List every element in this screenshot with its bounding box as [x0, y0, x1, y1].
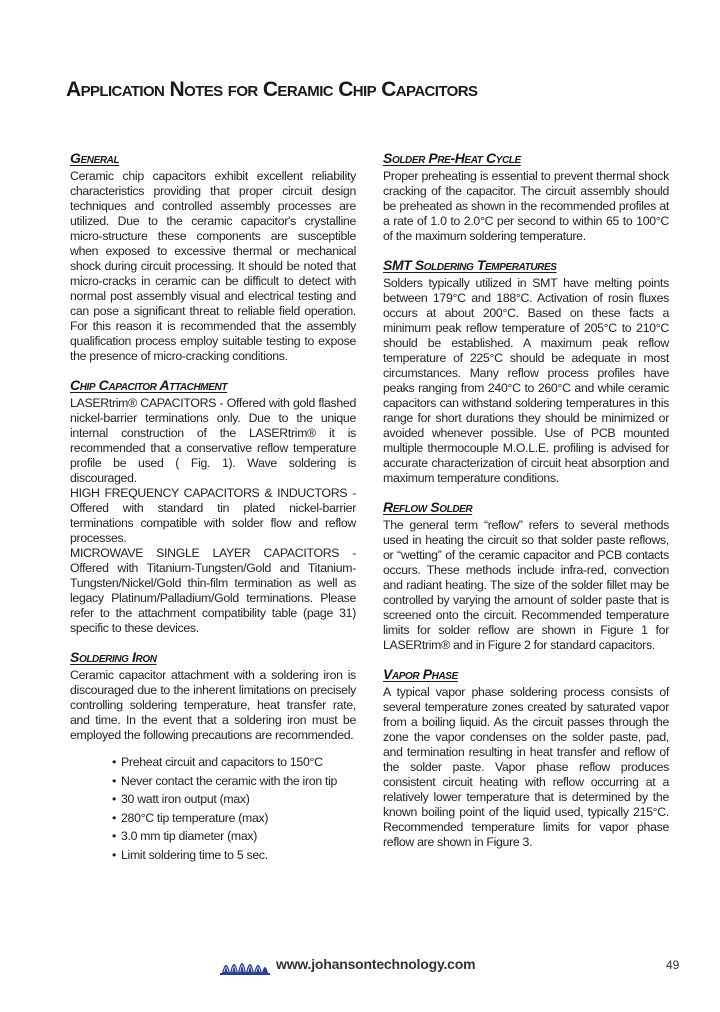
preheat-body: Proper preheating is essential to prevent thermal shock cracking of the capacitor. The circuit assembly should be preheated as shown in the recommended profiles at a rate of 1.0 to 2.0°C per second to within 65 to 100°C of the maximum soldering temperature. [383, 169, 669, 243]
section-chip-attachment [70, 377, 356, 636]
list-item: • 3.0 mm tip diameter (max) [112, 827, 356, 846]
section-vapor-phase [383, 666, 669, 850]
list-item: • Never contact the ceramic with the iron tip [112, 772, 356, 791]
list-item: • 30 watt iron output (max) [112, 790, 356, 809]
page-number: 49 [666, 958, 680, 972]
vapor-phase-body: A typical vapor phase soldering process consists of several temperature zones created by saturated vapor from a boiling liquid. As the circuit passes through the zone the vapor condenses on the solder paste, pad, and termination resulting in heat transfer and reflow of the solder paste. Vapor phase reflow produces consistent circuit heating with reflow occurring at a relatively lower temperature that is determined by the known boiling point of the liquid used, typically 215°C. Recommended temperature limits for vapor phase reflow are shown in Figure 3. [383, 685, 669, 849]
right-column [383, 150, 669, 850]
heading-chip-attachment: Chip Capacitor Attachment [70, 377, 228, 393]
section-preheat [383, 150, 669, 244]
list-item: • 280°C tip temperature (max) [112, 809, 356, 828]
heading-preheat: Solder Pre-Heat Cycle [383, 150, 521, 166]
heading-reflow: Reflow Solder [383, 499, 473, 515]
attachment-lasertrim-paragraph: LASERtrim® CAPACITORS - Offered with gold flashed nickel-barrier terminations only. Due to the unique internal construction of the LASERtrim® it is recommended that a conservative reflow temperature profile be used ( Fig. 1). Wave soldering is discouraged. [70, 396, 356, 485]
heading-general: General [70, 150, 120, 166]
section-smt-temperatures [383, 257, 669, 486]
footer-website-link[interactable]: www.johansontechnology.com [276, 956, 476, 972]
johanson-logo-icon [220, 953, 270, 977]
reflow-body: The general term “reflow” refers to several methods used in heating the circuit so that solder paste reflows, or “wetting” of the ceramic capacitor and PCB contacts occurs. These methods include infra-red, convection and radiant heating. The size of the solder fillet may be controlled by varying the amount of solder paste that is screened onto the circuit. Recommended temperature limits for solder reflow are shown in Figure 1 for LASERtrim® and in Figure 2 for standard capacitors. [383, 518, 669, 652]
general-body: Ceramic chip capacitors exhibit excellent reliability characteristics providing that proper circuit design techniques and controlled assembly processes are utilized. Due to the ceramic capacitor's crystalline micro-structure these components are susceptible when exposed to excessive thermal or mechanical shock during circuit processing. It should be noted that micro-cracks in ceramic can be difficult to detect with normal post assembly visual and electrical testing and can pose a significant threat to reliable field operation. For this reason it is recommended that the assembly qualification process employ suitable testing to expose the presence of micro-cracking conditions. [70, 169, 356, 363]
heading-soldering-iron: Soldering Iron [70, 649, 157, 665]
section-reflow [383, 499, 669, 653]
left-column [70, 150, 356, 864]
attachment-microwave-paragraph: MICROWAVE SINGLE LAYER CAPACITORS - Offered with Titanium-Tungsten/Gold and Titanium-Tungsten/Nickel/Gold thin-film termination as well as legacy Platinum/Palladium/Gold terminations. Please refer to the attachment compatibility table (page 31) specific to these devices. [70, 546, 356, 635]
page-title: Application Notes for Ceramic Chip Capacitors [66, 78, 478, 101]
list-item: • Preheat circuit and capacitors to 150°C [112, 753, 356, 772]
heading-vapor-phase: Vapor Phase [383, 666, 458, 682]
attachment-high-frequency-paragraph: HIGH FREQUENCY CAPACITORS & INDUCTORS - Offered with standard tin plated nickel-barrier terminations compatible with solder flow and reflow processes. [70, 486, 356, 545]
precautions-list [112, 753, 356, 864]
heading-smt-temperatures: SMT Soldering Temperatures [383, 257, 557, 273]
list-item: • Limit soldering time to 5 sec. [112, 846, 356, 865]
section-soldering-iron [70, 649, 356, 864]
soldering-iron-body: Ceramic capacitor attachment with a soldering iron is discouraged due to the inherent limitations on precisely controlling soldering temperature, heat transfer rate, and time. In the event that a soldering iron must be employed the following precautions are recommended. [70, 668, 356, 742]
smt-temperatures-body: Solders typically utilized in SMT have melting points between 179°C and 188°C. Activation of rosin fluxes occurs at about 200°C. Based on these facts a minimum peak reflow temperature of 205°C to 210°C should be established. A maximum peak reflow temperature of 225°C should be adequate in most circumstances. Many reflow process profiles have peaks ranging from 240°C to 260°C and while ceramic capacitors can withstand soldering temperatures in this range for short durations they should be minimized or avoided whenever possible. Use of PCB mounted multiple thermocouple M.O.L.E. profiling is advised for accurate characterization of circuit heat absorption and maximum temperature conditions. [383, 276, 669, 485]
section-general [70, 150, 356, 364]
